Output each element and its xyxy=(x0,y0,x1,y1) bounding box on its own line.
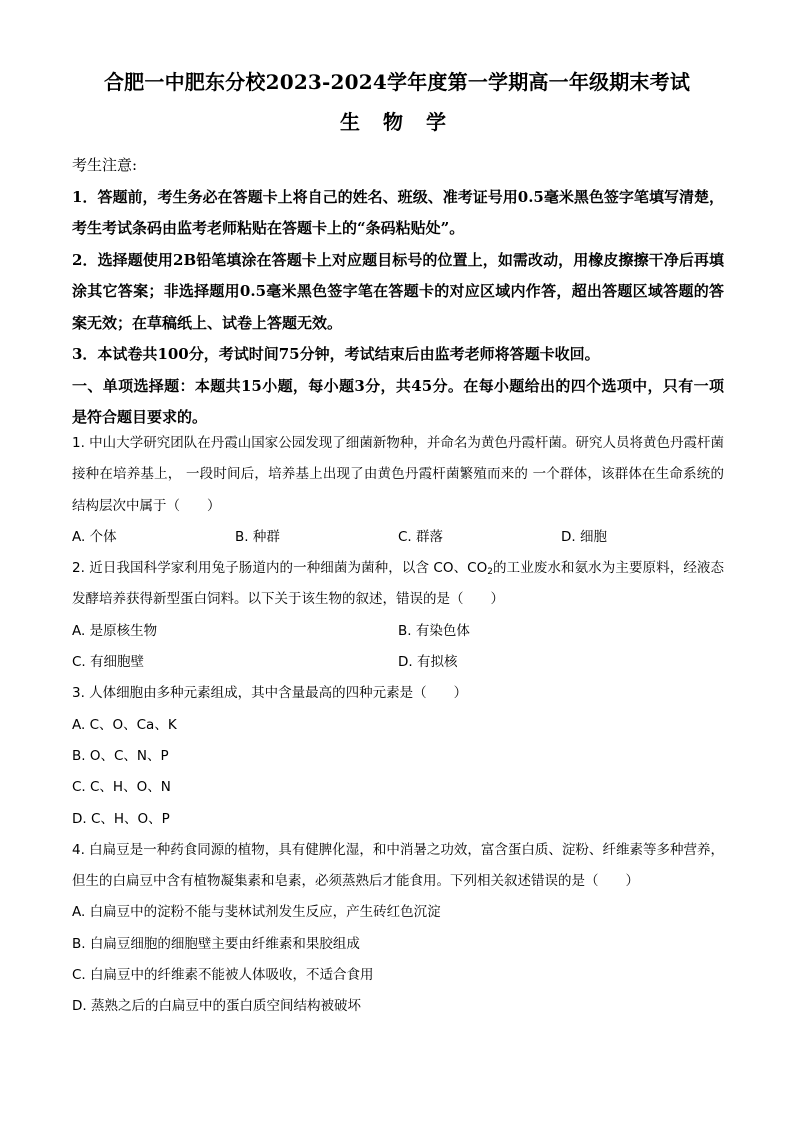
question-stem: 3. 人体细胞由多种元素组成，其中含量最高的四种元素是（ ） xyxy=(72,685,468,702)
option-a: A. 个体 xyxy=(72,528,117,545)
notice-item: 3．本试卷共100分，考试时间75分钟，考试结束后由监考老师将答题卡收回。 xyxy=(72,345,600,363)
option-a: A. C、O、Ca、K xyxy=(72,716,177,733)
option-a: A. 白扁豆中的淀粉不能与斐林试剂发生反应，产生砖红色沉淀 xyxy=(72,904,441,921)
option-b: B. 有染色体 xyxy=(398,622,470,639)
option-c: C. 白扁豆中的纤维素不能被人体吸收，不适合食用 xyxy=(72,967,374,984)
section-heading: 一、单项选择题：本题共15小题，每小题3分，共45分。在每小题给出的四个选项中，只有一项是符合题目要求的。 xyxy=(72,376,724,426)
exam-notice xyxy=(72,150,724,434)
question-4 xyxy=(72,835,724,1023)
option-a: A. 是原核生物 xyxy=(72,622,158,639)
option-d: D. C、H、O、P xyxy=(72,810,170,827)
option-b: B. O、C、N、P xyxy=(72,747,169,764)
question-stem xyxy=(72,553,724,616)
page-title: 合肥一中肥东分校2023-2024学年度第一学期高一年级期末考试 xyxy=(103,70,691,94)
subject-title: 生 物 学 xyxy=(340,110,454,134)
notice-item: 2．选择题使用2B铅笔填涂在答题卡上对应题目标号的位置上，如需改动，用橡皮擦擦干净后再填涂其它答案；非选择题用0.5毫米黑色签字笔在答题卡的对应区域内作答，超出答题区域答题的答案无效；在草稿纸上、试卷上答题无效。 xyxy=(72,250,724,332)
question-options xyxy=(72,647,724,678)
option-c: C. 有细胞壁 xyxy=(72,654,145,671)
notice-label: 考生注意: xyxy=(72,156,138,174)
question-2 xyxy=(72,553,724,678)
option-d: D. 蒸熟之后的白扁豆中的蛋白质空间结构被破坏 xyxy=(72,998,361,1015)
stem-text: 的工业废水和氨水为主要原料，经液态发酵培养获得新型蛋白饲料。以下关于该生物的叙述，错误的是（ ） xyxy=(72,560,725,608)
question-stem: 4. 白扁豆是一种药食同源的植物，具有健脾化湿，和中消暑之功效，富含蛋白质、淀粉、纤维素等多种营养，但生的白扁豆中含有植物凝集素和皂素，必须蒸熟后才能食用。下列相关叙述错误的是（ ） xyxy=(72,841,724,890)
option-c: C. C、H、O、N xyxy=(72,779,171,796)
question-stem: 1. 中山大学研究团队在丹霞山国家公园发现了细菌新物种，并命名为黄色丹霞杆菌。研究人员将黄色丹霞杆菌接种在培养基上， 一段时间后，培养基上出现了由黄色丹霞杆菌繁殖而来的 一个群体，该群体在生命系统的结构层次中属于（ ） xyxy=(72,435,724,514)
option-d: D. 细胞 xyxy=(561,528,607,545)
question-options xyxy=(72,616,724,647)
stem-text: 2. 近日我国科学家利用兔子肠道内的一种细菌为菌种，以含 CO、CO xyxy=(72,560,488,577)
question-3 xyxy=(72,678,724,834)
subscript: 2 xyxy=(487,567,493,578)
question-1 xyxy=(72,428,724,553)
option-d: D. 有拟核 xyxy=(398,654,458,671)
question-options xyxy=(72,522,724,553)
option-c: C. 群落 xyxy=(398,528,444,545)
notice-item: 1．答题前，考生务必在答题卡上将自己的姓名、班级、准考证号用0.5毫米黑色签字笔填写清楚，考生考试条码由监考老师粘贴在答题卡上的“条码粘贴处”。 xyxy=(72,187,724,237)
option-b: B. 白扁豆细胞的细胞壁主要由纤维素和果胶组成 xyxy=(72,935,360,952)
question-list xyxy=(72,428,724,1023)
option-b: B. 种群 xyxy=(235,528,280,545)
